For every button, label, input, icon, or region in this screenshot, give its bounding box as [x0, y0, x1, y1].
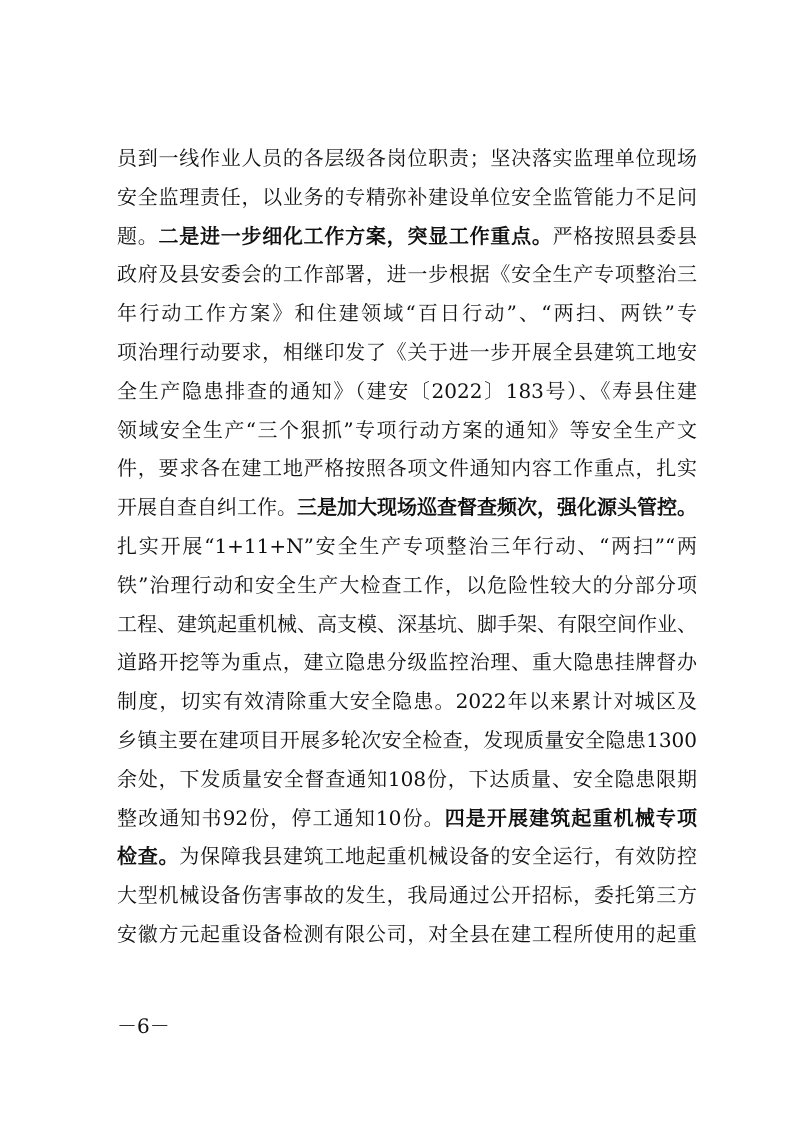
text-segment: 领域安全生产“三个狠抓”专项行动方案的通知》等安全生产文: [117, 417, 697, 442]
text-segment: 余处，下发质量安全督查通知108份，下达质量、安全隐患限期: [117, 766, 697, 791]
text-line: [117, 837, 697, 876]
text-segment: 扎实开展“1+11+N”安全生产专项整治三年行动、“两扫”“两: [117, 533, 697, 558]
text-line: [117, 799, 697, 838]
text-line: [117, 372, 697, 411]
text-segment: 件，要求各在建工地严格按照各项文件通知内容工作重点，扎实: [117, 456, 697, 481]
text-line: [117, 139, 697, 178]
text-line: [117, 682, 697, 721]
text-line: [117, 488, 697, 527]
text-segment: 整改通知书92份，停工通知10份。: [117, 805, 445, 830]
text-line: [117, 876, 697, 915]
text-segment: 严格按照县委县: [552, 223, 698, 248]
body-text: [117, 139, 697, 954]
text-line: [117, 915, 697, 954]
text-segment: 安全监理责任，以业务的专精弥补建设单位安全监管能力不足问: [117, 184, 697, 209]
text-segment: 大型机械设备伤害事故的发生，我局通过公开招标，委托第三方: [117, 883, 697, 908]
text-segment: 全生产隐患排查的通知》（建安〔2022〕183号）、《寿县住建: [117, 378, 697, 403]
text-line: [117, 566, 697, 605]
text-segment: 政府及县安委会的工作部署，进一步根据《安全生产专项整治三: [117, 262, 697, 287]
text-segment: 制度，切实有效清除重大安全隐患。2022年以来累计对城区及: [117, 689, 697, 714]
text-segment: 铁”治理行动和安全生产大检查工作，以危险性较大的分部分项: [117, 572, 697, 597]
bold-text-segment: 二是进一步细化工作方案，突显工作重点。: [158, 223, 553, 248]
text-line: [117, 605, 697, 644]
text-line: [117, 527, 697, 566]
text-segment: 开展自查自纠工作。: [117, 495, 297, 520]
text-line: [117, 294, 697, 333]
text-line: [117, 255, 697, 294]
text-line: [117, 643, 697, 682]
text-segment: 道路开挖等为重点，建立隐患分级监控治理、重大隐患挂牌督办: [117, 650, 697, 675]
text-segment: 年行动工作方案》和住建领域“百日行动”、“两扫、两铁”专: [117, 301, 697, 326]
text-line: [117, 449, 697, 488]
text-segment: 员到一线作业人员的各层级各岗位职责；坚决落实监理单位现场: [117, 146, 697, 170]
text-segment: 乡镇主要在建项目开展多轮次安全检查，发现质量安全隐患1300: [117, 727, 697, 752]
bold-text-segment: 三是加大现场巡查督查频次，强化源头管控。: [297, 495, 697, 520]
text-segment: 项治理行动要求，相继印发了《关于进一步开展全县建筑工地安: [117, 339, 697, 364]
text-segment: 为保障我县建筑工地起重机械设备的安全运行，有效防控: [179, 844, 698, 869]
text-segment: 工程、建筑起重机械、高支模、深基坑、脚手架、有限空间作业、: [117, 611, 697, 636]
text-segment: 题。: [117, 223, 159, 248]
bold-text-segment: 四是开展建筑起重机械专项: [444, 805, 697, 830]
page-number: －6－: [117, 1014, 170, 1038]
text-line: [117, 178, 697, 217]
text-line: [117, 721, 697, 760]
bold-text-segment: 检查。: [117, 844, 180, 869]
text-line: [117, 333, 697, 372]
text-line: [117, 411, 697, 450]
text-line: [117, 217, 697, 256]
text-segment: 安徽方元起重设备检测有限公司，对全县在建工程所使用的起重: [117, 921, 697, 946]
text-line: [117, 760, 697, 799]
